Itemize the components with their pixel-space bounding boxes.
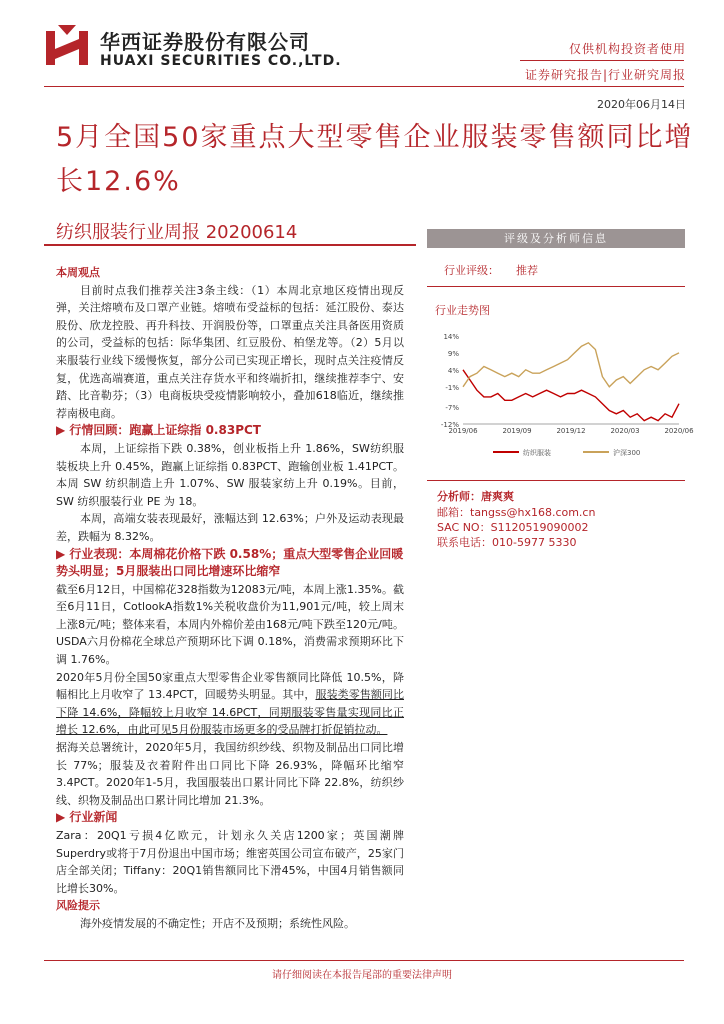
paragraph [56,669,404,739]
y-tick-label: 9% [447,349,459,358]
paragraph: 据海关总署统计，2020年5月，我国纺织纱线、织物及制品出口同比增长 77%；服装及衣着附件出口同比下降 26.93%，降幅环比缩窄 3.4PCT。2020年1-5月，我国服装出口累计同比下降 22.8%，纺织纱线、织物及制品出口累计同比增加 21.3%。 [56,741,404,807]
body-column [56,264,404,933]
sidebar-divider [427,480,685,481]
x-tick-label: 2020/03 [610,427,640,435]
company-name-en: HUAXI SECURITIES CO.,LTD. [100,53,342,69]
section-title: 本周观点 [56,266,100,279]
analyst-phone: 联系电话：010-5977 5330 [437,536,577,549]
series-line [463,370,679,421]
header-rule [44,86,684,87]
y-tick-label: 4% [447,366,459,375]
legend-label: 纺织服装 [523,449,551,457]
report-subtitle: 纺织服装行业周报 20200614 [56,222,298,243]
company-logo [46,25,88,67]
y-tick-label: -12% [440,421,459,429]
rating-value: 推荐 [516,264,538,277]
paragraph: 本周，上证综指下跌 0.38%，创业板指上升 1.86%，SW纺织服装板块上升 0.45%，跑赢上证综指 0.83PCT、跑输创业板 1.41PCT。本周 SW 纺织制造上升 1.07%、SW 服装家纺上升 0.19%。目前，SW 纺织服装行业 PE 为 18。 [56,441,404,508]
y-tick-label: 14% [443,333,459,341]
x-tick-label: 2019/09 [502,427,532,435]
y-tick-label: -7% [445,404,459,413]
audience-note: 仅供机构投资者使用 [568,42,686,56]
paragraph: Zara：20Q1亏损4亿欧元，计划永久关店1200家；英国潮牌Superdry或将于7月份退出中国市场；维密英国公司宣布破产，25家门店全部关闭；Tiffany：20Q1销售额同比下滑45%，中国4月销售额同比增长30%。 [56,829,404,895]
underlined-text: 服装类零售额同比下降 14.6%，降幅较上月收窄 14.6PCT，同期服装零售量实现同比正增长 12.6%，由此可见5月份服装市场更多的受品牌打折促销拉动。 [56,688,404,737]
series-line [463,343,679,387]
report-date: 2020年06月14日 [597,98,686,111]
sidebar-divider [427,286,685,287]
paragraph: 本周，高端女装表现最好，涨幅达到 12.63%；户外及运动表现最差，跌幅为 8.32%。 [56,512,404,543]
section-title: ▶ 行业表现：本周棉花价格下跌 0.58%；重点大型零售企业回暖势头明显；5月服装出口同比增速环比缩窄 [56,546,404,579]
paragraph: 目前时点我们推荐关注3条主线：（1）本周北京地区疫情出现反弹，关注熔喷布及口罩产业链。熔喷布受益标的包括：延江股份、泰达股份、欣龙控股、再升科技、开润股份等，口罩重点关注具备医用资质的公司，受益标的包括：际华集团、红豆股份、柏堡龙等。（2）5月以来服装行业线下缓慢恢复，部分公司已实现正增长，现时点关注疫情反复，优选高端赛道，重点关注存货水平和终端折扣，继续推荐李宁、安踏、比音勒芬；（3）电商板块受疫情影响较小，叠加618临近，继续推荐南极电商。 [56,283,404,420]
legend-label: 沪深300 [613,449,641,457]
footer-rule [44,960,684,961]
header-divider [520,60,684,61]
section-title: 风险提示 [56,899,100,913]
trend-label: 行业走势图 [435,304,490,317]
industry-trend-chart [427,330,694,462]
section-title: ▶ 行情回顾：跑赢上证综指 0.83PCT [56,423,261,438]
sidebar-header: 评级及分析师信息 [427,229,685,248]
report-title: 5月全国50家重点大型零售企业服装零售额同比增长12.6% [56,122,694,197]
company-name-cn: 华西证券股份有限公司 [100,30,310,54]
analyst-name: 分析师：唐爽爽 [437,490,514,503]
rating-label: 行业评级： [444,264,499,277]
paragraph-text: 2020年5月份全国50家重点大型零售企业零售额同比降低 10.5%，降幅相比上月收窄了 13.4PCT，回暖势头明显。其中， [56,670,404,702]
analyst-email: 邮箱：tangss@hx168.com.cn [437,506,596,519]
subtitle-rule [44,244,416,246]
x-tick-label: 2019/12 [556,427,586,435]
paragraph: 截至6月12日，中国棉花328指数为12083元/吨，本周上涨1.35%。截至6月11日，CotlookA指数1%关税收盘价为11,901元/吨，较上周末上涨8元/吨；整体来看，本周内外棉价差由168元/吨下跌至120元/吨。USDA六月份棉花全球总产预期环比下调 0.18%，消费需求预期环比下调 1.76%。 [56,582,404,667]
x-tick-label: 2019/06 [448,427,478,435]
report-type: 证券研究报告|行业研究周报 [524,68,686,82]
y-tick-label: -1% [445,383,459,392]
section-title: ▶ 行业新闻 [56,810,118,825]
footer-disclaimer: 请仔细阅读在本报告尾部的重要法律声明 [272,970,452,981]
analyst-sac: SAC NO：S1120519090002 [437,521,589,534]
x-tick-label: 2020/06 [664,427,694,435]
paragraph: 海外疫情发展的不确定性；开店不及预期；系统性风险。 [80,916,355,930]
